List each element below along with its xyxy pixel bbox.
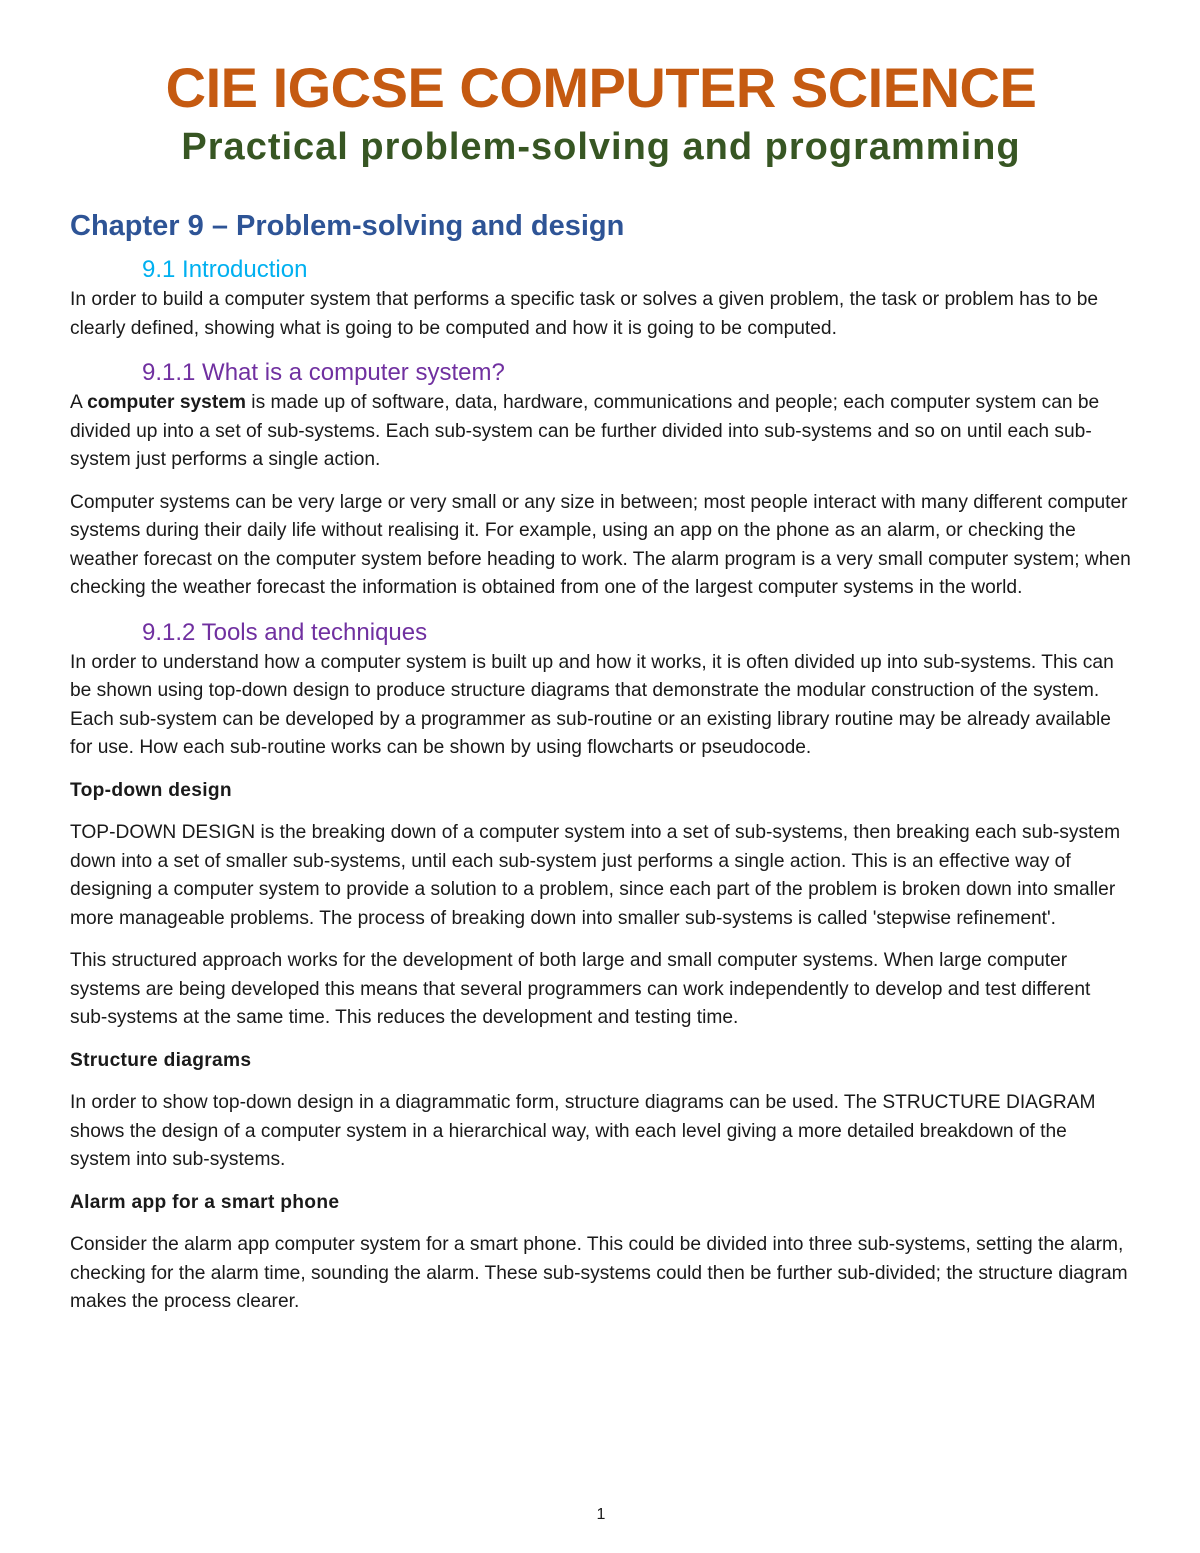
document-subtitle: Practical problem-solving and programming	[181, 126, 1021, 168]
definition-prefix: A	[70, 392, 88, 413]
document-title: CIE IGCSE COMPUTER SCIENCE	[165, 56, 1037, 119]
subsection-heading-what-is-computer-system: 9.1.1 What is a computer system?	[142, 359, 505, 386]
section-heading-introduction: 9.1 Introduction	[142, 256, 308, 283]
introduction-paragraph: In order to build a computer system that performs a specific task or solves a given problem, the task or problem has to be clearly defined, showing what is going to be computed and how it is going to be computed.	[70, 289, 1099, 339]
page-number: 1	[596, 1506, 606, 1523]
top-down-design-heading: Top-down design	[70, 779, 232, 801]
structured-approach-paragraph: This structured approach works for the development of both large and small computer systems. When large computer systems are being developed this means that several programmers can work independently to develop and test different sub-systems at the same time. This reduces the development and testing time.	[70, 950, 1091, 1028]
top-down-design-paragraph: TOP-DOWN DESIGN is the breaking down of a computer system into a set of sub-systems, then breaking each sub-system down into a set of smaller sub-systems, until each sub-system just performs a single action. This is an effective way of designing a computer system to provide a solution to a problem, since each part of the problem is broken down into smaller more manageable problems. The process of breaking down into smaller sub-systems is called 'stepwise refinement'.	[70, 822, 1121, 929]
computer-system-size-paragraph: Computer systems can be very large or very small or any size in between; most people interact with many different computer systems during their daily life without realising it. For example, using an app on the phone as an alarm, or checking the weather forecast on the computer system before heading to work. The alarm program is a very small computer system; when checking the weather forecast the information is obtained from one of the largest computer systems in the world.	[70, 491, 1131, 598]
alarm-app-heading: Alarm app for a smart phone	[70, 1191, 340, 1213]
computer-system-definition-paragraph	[70, 389, 1132, 475]
subsection-heading-tools-and-techniques: 9.1.2 Tools and techniques	[142, 618, 428, 646]
structure-diagrams-paragraph: In order to show top-down design in a diagrammatic form, structure diagrams can be used. The STRUCTURE DIAGRAM shows the design of a computer system in a hierarchical way, with each level giving a more detailed breakdown of the system into sub-systems.	[70, 1092, 1096, 1170]
chapter-heading: Chapter 9 – Problem-solving and design	[70, 210, 625, 242]
structure-diagrams-heading: Structure diagrams	[70, 1049, 252, 1071]
document-page	[70, 0, 1132, 1553]
alarm-app-paragraph: Consider the alarm app computer system for a smart phone. This could be divided into three sub-systems, setting the alarm, checking for the alarm time, sounding the alarm. These sub-systems could then be further sub-divided; the structure diagram makes the process clearer.	[70, 1234, 1128, 1312]
tools-paragraph: In order to understand how a computer system is built up and how it works, it is often divided up into sub-systems. This can be shown using top-down design to produce structure diagrams that demonstrate the modular construction of the system. Each sub-system can be developed by a programmer as sub-routine or an existing library routine may be already available for use. How each sub-routine works can be shown by using flowcharts or pseudocode.	[70, 651, 1114, 758]
definition-body: is made up of software, data, hardware, communications and people; each computer system can be divided up into a set of sub-systems. Each sub-system can be further divided into sub-systems and so on until each sub-system just performs a single action.	[70, 392, 1100, 470]
defined-term: computer system	[87, 392, 246, 413]
